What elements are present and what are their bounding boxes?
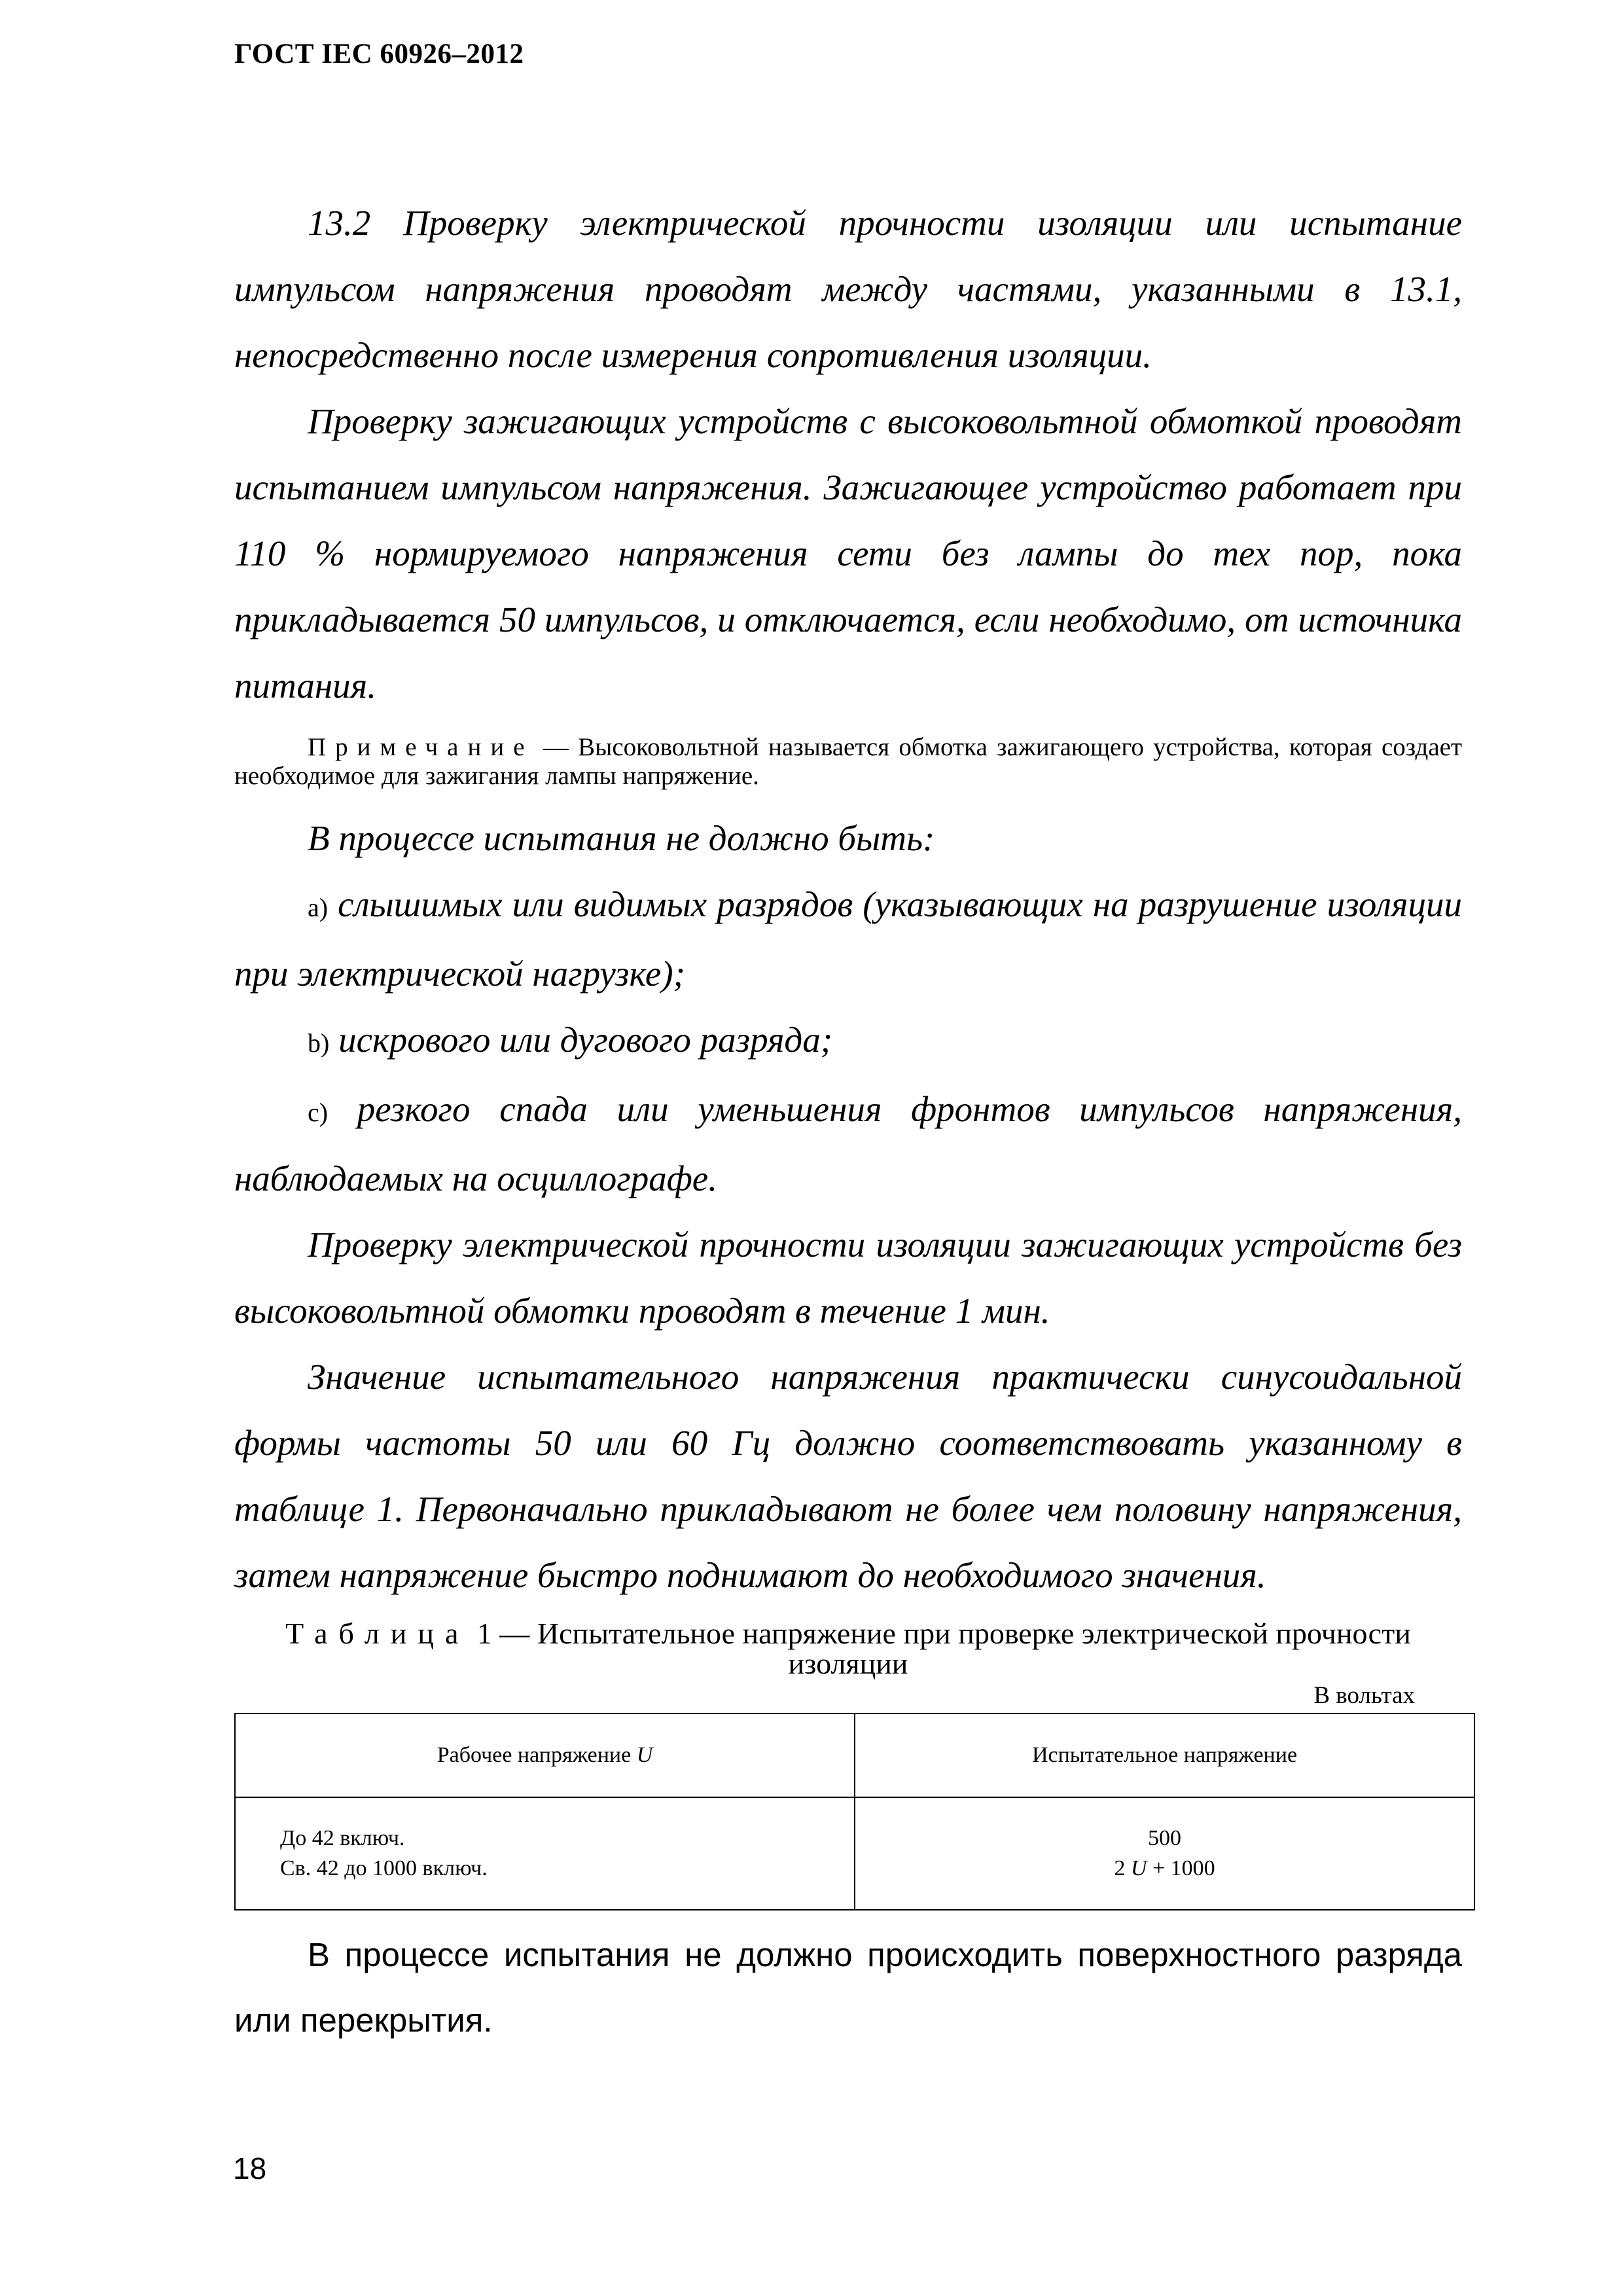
variable-u: U — [1130, 1856, 1147, 1880]
paragraph-ignitor-test: Проверку зажигающих устройств с высоковольтной обмоткой проводят испытанием импульсом напряжения. Зажигающее устройство работает при 110 % нормируемого напряжения сети без лампы до тех пор, пока прикладывается 50 импульсов, и отключается, если необходимо, от источника питания. — [234, 401, 1462, 706]
table-caption — [234, 1619, 1462, 1679]
note-label: Примечание — [308, 733, 534, 761]
table-cell-line: До 42 включ. — [280, 1826, 405, 1850]
list-item-text: слышимых или видимых разрядов (указывающих на разрушение изоляции при электрической нагрузке); — [234, 884, 1462, 994]
table-caption-label: Таблица — [285, 1617, 470, 1650]
list-item-c — [234, 1076, 1462, 1211]
paragraph-requirements-intro: В процессе испытания не должно быть: — [308, 818, 935, 858]
test-voltage-table — [234, 1713, 1475, 1910]
table-cell-working-voltage — [235, 1797, 855, 1910]
variable-u: U — [636, 1743, 653, 1767]
table-unit: В вольтах — [1313, 1682, 1415, 1709]
list-item-a — [234, 871, 1462, 1007]
paragraph-test-voltage: Значение испытательного напряжения практически синусоидальной формы частоты 50 или 60 Гц должно соответствовать указанному в таблице 1. Первоначально прикладывают не более чем половину напряжения, затем напряжение быстро поднимают до необходимого значения. — [234, 1357, 1462, 1595]
note-text: — Высоковольтной называется обмотка зажигающего устройства, которая создает необходимое для зажигания лампы напряжение. — [234, 733, 1462, 790]
table-header-working-voltage: Рабочее напряжение U — [235, 1713, 855, 1797]
list-item-tag: b) — [308, 1028, 330, 1058]
note — [234, 733, 1462, 791]
table-cell-line: Св. 42 до 1000 включ. — [280, 1856, 488, 1880]
list-item-text: искрового или дугового разряда; — [329, 1020, 833, 1060]
table-cell-test-voltage — [855, 1797, 1474, 1910]
list-item-text: резкого спада или уменьшения фронтов импульсов напряжения, наблюдаемых на осциллографе. — [234, 1089, 1462, 1198]
table-cell-line: 500 — [1148, 1826, 1181, 1850]
paragraph-duration: Проверку электрической прочности изоляции зажигающих устройств без высоковольтной обмотки проводят в течение 1 мин. — [234, 1225, 1462, 1331]
document-header: ГОСТ IEC 60926–2012 — [234, 39, 524, 69]
table-header-test-voltage: Испытательное напряжение — [855, 1713, 1474, 1797]
list-item-tag: a) — [308, 893, 329, 922]
list-item-tag: c) — [308, 1098, 329, 1127]
table-cell-line: 2 U + 1000 — [1114, 1856, 1215, 1880]
paragraph-final: В процессе испытания не должно происходить поверхностного разряда или перекрытия. — [234, 1936, 1462, 2039]
table-header-row — [235, 1713, 1474, 1797]
paragraph-13-2: 13.2 Проверку электрической прочности изоляции или испытание импульсом напряжения проводят между частями, указанными в 13.1, непосредственно после измерения сопротивления изоляции. — [234, 203, 1462, 375]
document-body — [234, 190, 1462, 2087]
table-caption-text: 1 — Испытательное напряжение при проверке электрической прочности изоляции — [469, 1617, 1411, 1680]
list-item-b — [234, 1007, 1462, 1076]
table-row — [235, 1797, 1474, 1910]
page-number: 18 — [233, 2151, 267, 2185]
